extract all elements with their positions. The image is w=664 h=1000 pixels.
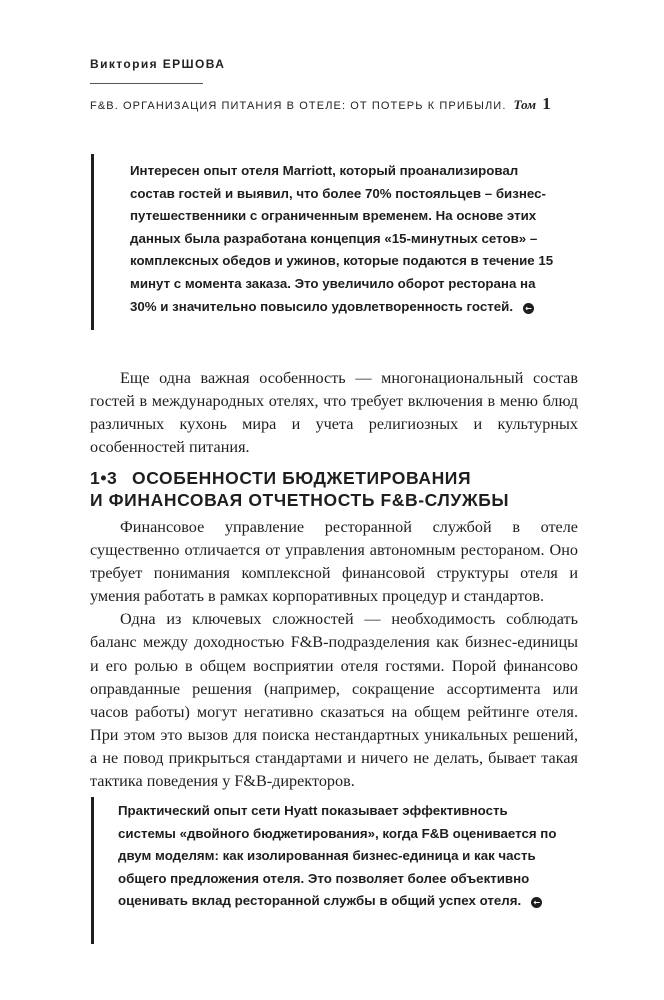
return-arrow-icon: ← xyxy=(523,303,534,314)
callout-text: Практический опыт сети Hyatt показывает эффективность системы «двойного бюджетирования», когда F&B оценивается по двум моделям: как изолированная бизнес-единица и как часть общего предложения отеля. Это позволяет более объективно оценивать вклад ресторанной службы в общий успех отеля. ← xyxy=(118,803,557,909)
author-name: Виктория ЕРШОВА xyxy=(90,57,226,71)
return-arrow-icon: ← xyxy=(531,897,542,908)
header-rule xyxy=(90,83,203,84)
section-title-line1: ОСОБЕННОСТИ БЮДЖЕТИРОВАНИЯ xyxy=(132,468,472,488)
callout-hyatt xyxy=(91,797,561,944)
paragraph-text: Одна из ключевых сложностей — необходимость соблюдать баланс между доходностью F&B-подразделения как бизнес-единицы и его ролью в общем восприятии отеля гостями. Порой финансово оправданные решения (например, сокращение ассортимента или часов работы) могут негативно сказаться на общем рейтинге отеля. При этом это вызов для поиска нестандартных уникальных решений, а не повод прикрыться стандартами и ничего не делать, бывает такая тактика поведения у F&B-директоров. xyxy=(90,610,578,791)
running-header xyxy=(90,94,551,114)
paragraph-text: Еще одна важная особенность — многонациональный состав гостей в международных отелях, что требует включения в меню блюд различных кухонь мира и учета религиозных и культурных особенностей питания. xyxy=(90,369,578,457)
volume-number: 1 xyxy=(542,94,551,113)
callout-marriott xyxy=(91,154,561,330)
body-paragraph xyxy=(90,367,578,459)
section-body xyxy=(90,516,578,793)
callout-text: Интересен опыт отеля Marriott, который проанализировал состав гостей и выявил, что более 70% постояльцев – бизнес-путешественники с ограниченным временем. На основе этих данных была разработана концепция «15-минутных сетов» – комплексных обедов и ужинов, которые подаются в течение 15 минут с момента заказа. Это увеличило оборот ресторана на 30% и значительно повысило удовлетворенность гостей. ← xyxy=(130,163,554,314)
paragraph-text: Финансовое управление ресторанной службой в отеле существенно отличается от управления автономным рестораном. Оно требует понимания комплексной финансовой структуры отеля и умения работать в рамках корпоративных процедур и стандартов. xyxy=(90,518,578,606)
section-title-line2: И ФИНАНСОВАЯ ОТЧЕТНОСТЬ F&B-СЛУЖБЫ xyxy=(90,490,510,510)
book-title: F&B. ОРГАНИЗАЦИЯ ПИТАНИЯ В ОТЕЛЕ: ОТ ПОТЕРЬ К ПРИБЫЛИ. xyxy=(90,100,507,112)
section-number: 1•3 xyxy=(90,468,118,488)
volume-label: Том xyxy=(513,97,537,112)
section-heading xyxy=(90,467,509,511)
